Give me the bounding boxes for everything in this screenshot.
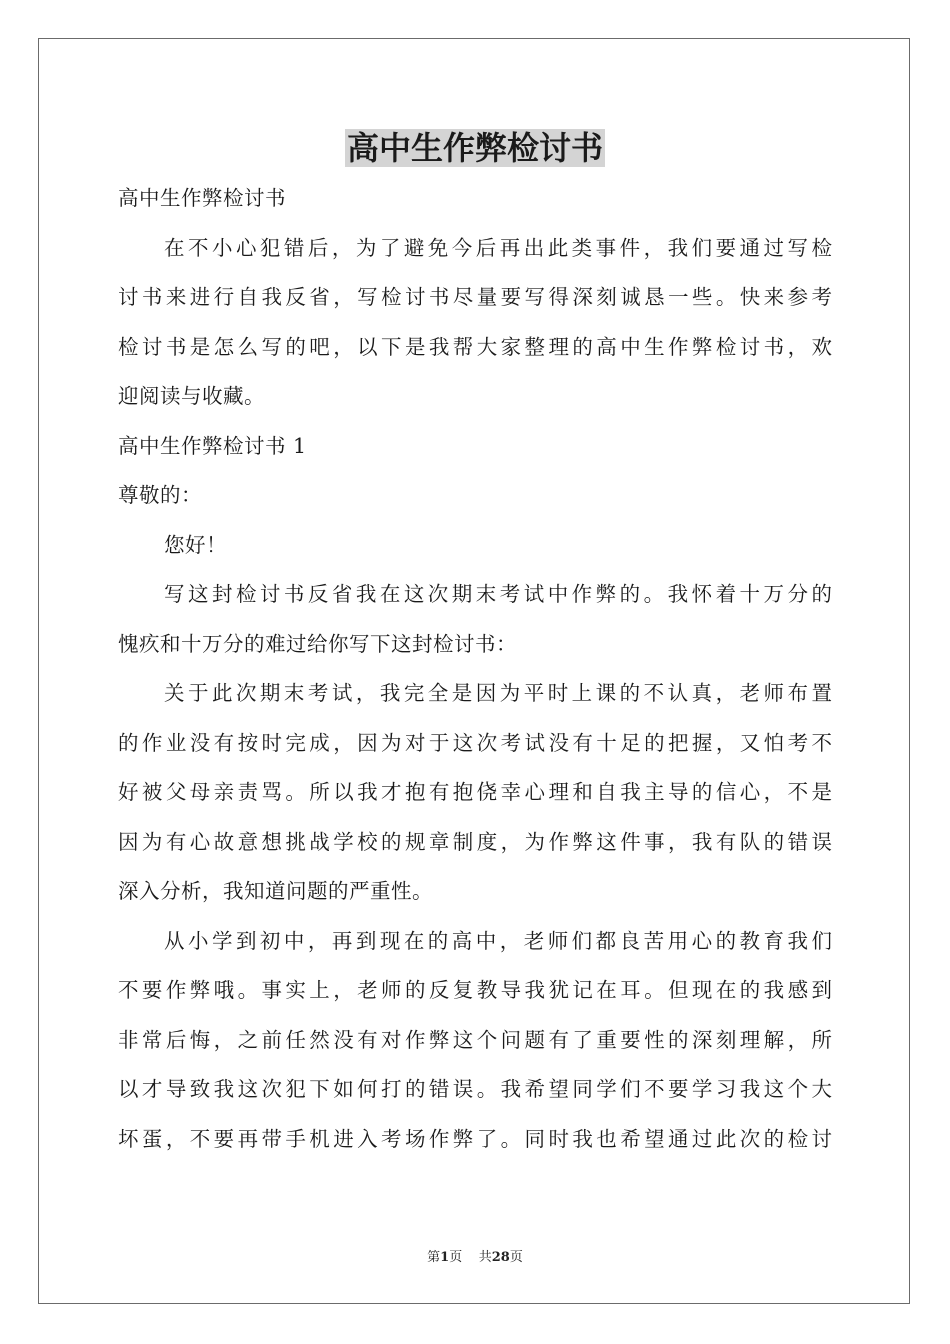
text-line: 从小学到初中，再到现在的高中，老师们都良苦用心的教育我们 — [164, 928, 832, 953]
document-title — [118, 126, 832, 170]
text-line: 非常后悔，之前任然没有对作弊这个问题有了重要性的深刻理解，所 — [118, 1027, 832, 1052]
text-line: 在不小心犯错后，为了避免今后再出此类事件，我们要通过写检 — [164, 235, 832, 260]
total-prefix: 共 — [478, 1250, 492, 1265]
text-line: 愧疚和十万分的难过给你写下这封检讨书： — [118, 631, 517, 656]
text-line: 好被父母亲责骂。所以我才抱有抱侥幸心理和自我主导的信心，不是 — [118, 780, 832, 804]
text-line: 高中生作弊检讨书 1 — [118, 433, 307, 458]
text-line: 以才导致我这次犯下如何打的错误。我希望同学们不要学习我这个大 — [118, 1077, 832, 1101]
page-current: 1 — [440, 1250, 450, 1265]
text-line: 坏蛋，不要再带手机进入考场作弊了。同时我也希望通过此次的检讨 — [118, 1126, 832, 1151]
text-line: 关于此次期末考试，我完全是因为平时上课的不认真，老师布置 — [164, 681, 832, 705]
page-prefix: 第 — [427, 1250, 441, 1265]
text-line: 检讨书是怎么写的吧，以下是我帮大家整理的高中生作弊检讨书，欢 — [118, 334, 832, 359]
document-title-text: 高中生作弊检讨书 — [346, 129, 603, 167]
text-line: 您好！ — [164, 532, 227, 557]
text-line: 写这封检讨书反省我在这次期末考试中作弊的。我怀着十万分的 — [164, 582, 832, 606]
page-total: 28 — [491, 1250, 510, 1265]
page-footer — [0, 1246, 950, 1265]
text-line: 迎阅读与收藏。 — [118, 384, 265, 408]
total-suffix: 页 — [509, 1250, 523, 1265]
page-suffix: 页 — [449, 1250, 463, 1265]
text-line: 高中生作弊检讨书 — [118, 186, 286, 210]
text-line: 深入分析，我知道问题的严重性。 — [118, 879, 433, 903]
text-lines — [118, 174, 832, 1164]
text-line: 的作业没有按时完成，因为对于这次考试没有十足的把握，又怕考不 — [118, 730, 832, 755]
text-line: 尊敬的： — [118, 483, 202, 507]
text-line: 不要作弊哦。事实上，老师的反复教导我犹记在耳。但现在的我感到 — [118, 978, 832, 1002]
text-line: 因为有心故意想挑战学校的规章制度，为作弊这件事，我有队的错误 — [118, 829, 832, 854]
text-line: 讨书来进行自我反省，写检讨书尽量要写得深刻诚恳一些。快来参考 — [118, 285, 832, 309]
